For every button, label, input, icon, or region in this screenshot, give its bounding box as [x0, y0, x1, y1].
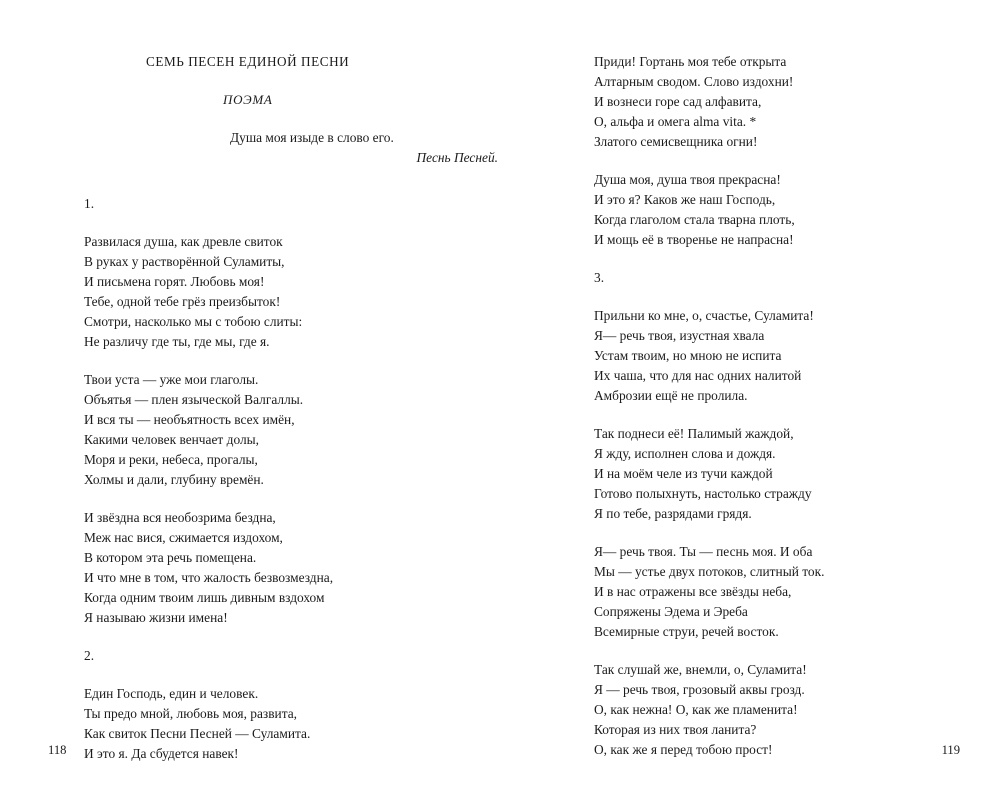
verse-line: Так поднеси её! Палимый жаждой,: [594, 426, 794, 441]
verse-line: И письмена горят. Любовь моя!: [84, 274, 265, 289]
verse-line: Смотри, насколько мы с тобою слиты:: [84, 314, 303, 329]
verse-line: Не различу где ты, где мы, где я.: [84, 334, 270, 349]
verse-line: В котором эта речь помещена.: [84, 550, 257, 565]
right-text-block: [594, 52, 1008, 760]
verse-line: Я — речь твоя, грозовый аквы грозд.: [594, 682, 805, 697]
verse-line: Твои уста — уже мои глаголы.: [84, 372, 259, 387]
section-number-1: 1.: [84, 196, 95, 211]
verse-line: Тебе, одной тебе грёз преизбыток!: [84, 294, 281, 309]
verse-line: Златого семисвещника огни!: [594, 134, 758, 149]
verse-line: Амброзии ещё не пролила.: [594, 388, 748, 403]
verse-line: Готово полыхнуть, настолько стражду: [594, 486, 812, 501]
verse-line: Я— речь твоя, изустная хвала: [594, 328, 765, 343]
left-text-block: [84, 52, 504, 764]
page-title: СЕМЬ ПЕСЕН ЕДИНОЙ ПЕСНИ: [146, 54, 350, 69]
stanza: [594, 542, 1008, 642]
verse-line: Так слушай же, внемли, о, Суламита!: [594, 662, 807, 677]
verse-line: Я называю жизни имена!: [84, 610, 228, 625]
verse-line: Я— речь твоя. Ты — песнь моя. И оба: [594, 544, 813, 559]
epigraph-text: Душа моя изыде в слово его.: [230, 130, 394, 145]
verse-line: Когда глаголом стала тварна плоть,: [594, 212, 795, 227]
verse-line: И что мне в том, что жалость безвозмездна,: [84, 570, 334, 585]
verse-line: Которая из них твоя ланита?: [594, 722, 757, 737]
stanza: [84, 370, 504, 490]
verse-line: Прильни ко мне, о, счастье, Суламита!: [594, 308, 814, 323]
verse-line: Холмы и дали, глубину времён.: [84, 472, 264, 487]
stanza: [594, 170, 1008, 250]
verse-line: Когда одним твоим лишь дивным вздохом: [84, 590, 325, 605]
stanza: [84, 232, 504, 352]
page-right: [504, 0, 1008, 800]
verse-line: Душа моя, душа твоя прекрасна!: [594, 172, 781, 187]
verse-line: Мы — устье двух потоков, слитный ток.: [594, 564, 825, 579]
stanza: [594, 306, 1008, 406]
verse-line: Объятья — плен языческой Валгаллы.: [84, 392, 304, 407]
folio-left: 118: [48, 743, 67, 757]
verse-line: И вся ты — необъятность всех имён,: [84, 412, 295, 427]
poem-subtitle: ПОЭМА: [223, 92, 273, 107]
folio-right: 119: [941, 743, 960, 757]
verse-line: И звёздна вся необозрима бездна,: [84, 510, 276, 525]
stanza: [84, 684, 504, 764]
verse-line: Моря и реки, небеса, прогалы,: [84, 452, 258, 467]
verse-line: Приди! Гортань моя тебе открыта: [594, 54, 787, 69]
verse-line: Как свиток Песни Песней — Суламита.: [84, 726, 311, 741]
verse-line: О, альфа и омега alma vita. *: [594, 114, 757, 129]
stanza: [84, 508, 504, 628]
verse-line: Развилася душа, как древле свиток: [84, 234, 283, 249]
verse-line: И вознеси горе сад алфавита,: [594, 94, 762, 109]
verse-line: И в нас отражены все звёзды неба,: [594, 584, 792, 599]
verse-line: И это я? Каков же наш Господь,: [594, 192, 776, 207]
verse-line: Един Господь, един и человек.: [84, 686, 259, 701]
verse-line: Их чаша, что для нас одних налитой: [594, 368, 802, 383]
epigraph: [84, 128, 504, 168]
verse-line: Ты предо мной, любовь моя, развита,: [84, 706, 298, 721]
verse-line: Я по тебе, разрядами грядя.: [594, 506, 752, 521]
verse-line: О, как же я перед тобою прост!: [594, 742, 773, 757]
stanza: [594, 424, 1008, 524]
verse-line: И на моём челе из тучи каждой: [594, 466, 773, 481]
verse-line: Устам твоим, но мною не испита: [594, 348, 782, 363]
verse-line: О, как нежна! О, как же пламенита!: [594, 702, 798, 717]
epigraph-source: Песнь Песней.: [416, 150, 498, 165]
verse-line: Я жду, исполнен слова и дождя.: [594, 446, 776, 461]
verse-line: Всемирные струи, речей восток.: [594, 624, 779, 639]
verse-line: В руках у растворённой Суламиты,: [84, 254, 285, 269]
verse-line: Сопряжены Эдема и Эреба: [594, 604, 748, 619]
verse-line: Алтарным сводом. Слово издохни!: [594, 74, 794, 89]
verse-line: И мощь её в творенье не напрасна!: [594, 232, 794, 247]
stanza: [594, 52, 1008, 152]
verse-line: Какими человек венчает долы,: [84, 432, 259, 447]
verse-line: Меж нас вися, сжимается издохом,: [84, 530, 283, 545]
verse-line: И это я. Да сбудется навек!: [84, 746, 239, 761]
section-number-3: 3.: [594, 270, 605, 285]
section-number-2: 2.: [84, 648, 95, 663]
